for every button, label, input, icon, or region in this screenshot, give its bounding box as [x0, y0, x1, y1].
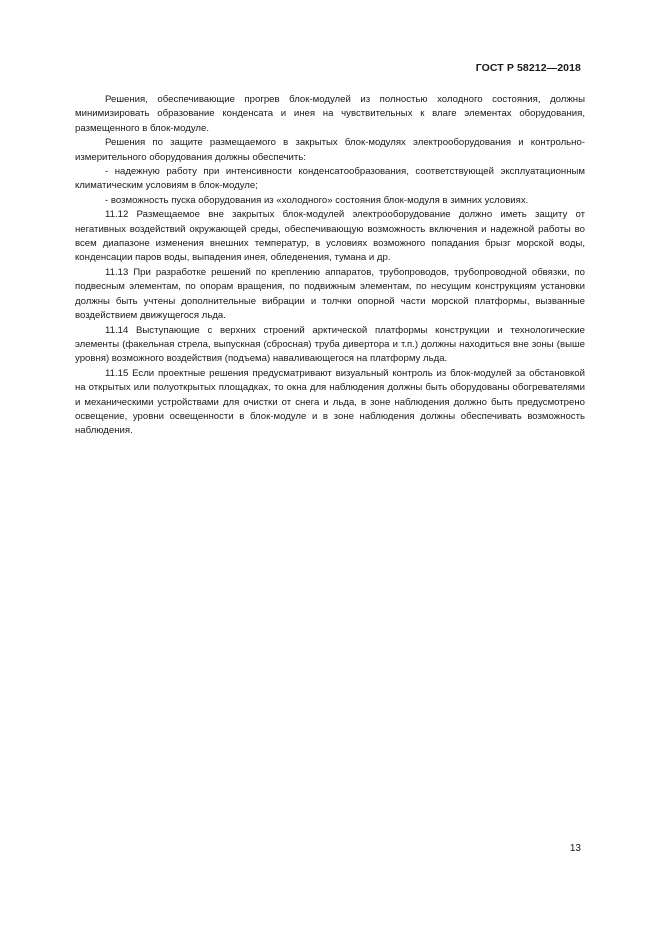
clause-11-13: 11.13 При разработке решений по креплению аппаратов, трубопроводов, трубопроводной обвязки, по подвесным элементам, по опорам вращения, по подвижным элементам, по несущим конструкциям установки должны быть учтены дополнительные вибрации и толчки опорной части морской платформы, вызванные воздействием движущегося льда. — [75, 266, 585, 322]
document-header: ГОСТ Р 58212—2018 — [475, 62, 581, 74]
clause-11-15: 11.15 Если проектные решения предусматривают визуальный контроль из блок-модулей за обстановкой на открытых или полуоткрытых площадках, то окна для наблюдения должны быть оборудованы обогревателями и механическими устройствами для очистки от снега и льда, в зоне наблюдения должно быть предусмотрено освещение, уровни освещенности в блок-модуле и в зоне наблюдения должны обеспечивать возможность наблюдения. — [75, 367, 585, 437]
paragraph-protection-intro: Решения по защите размещаемого в закрытых блок-модулях электрооборудования и контрольно-измерительного оборудования должны обеспечить: — [75, 137, 585, 163]
paragraph-preheating: Решения, обеспечивающие прогрев блок-модулей из полностью холодного состояния, должны минимизировать образование конденсата и инея на чувствительных к влаге элементах оборудования, размещенного в блок-модуле. — [75, 94, 585, 134]
document-body — [75, 93, 585, 439]
list-item-cold-start: - возможность пуска оборудования из «холодного» состояния блок-модуля в зимних условиях. — [105, 194, 529, 206]
page-number: 13 — [569, 843, 581, 854]
list-item-condensation: - надежную работу при интенсивности конденсатообразования, соответствующей эксплуатационным климатическим условиям в блок-модуле; — [75, 166, 585, 192]
clause-11-14: 11.14 Выступающие с верхних строений арктической платформы конструкции и технологические элементы (факельная стрела, выпускная (сбросная) труба дивертора и т.п.) должны находиться вне зоны (выше уровня) возможного воздействия (подъема) наваливающегося на платформу льда. — [75, 324, 585, 365]
clause-11-12: 11.12 Размещаемое вне закрытых блок-модулей электрооборудование должно иметь защиту от негативных воздействий окружающей среды, обеспечивающую возможность включения и надежной работы во всем диапазоне изменения внешних температур, в условиях возможного попадания брызг морской воды, конденсации паров воды, выпадения инея, обледенения, тумана и др. — [75, 209, 585, 264]
